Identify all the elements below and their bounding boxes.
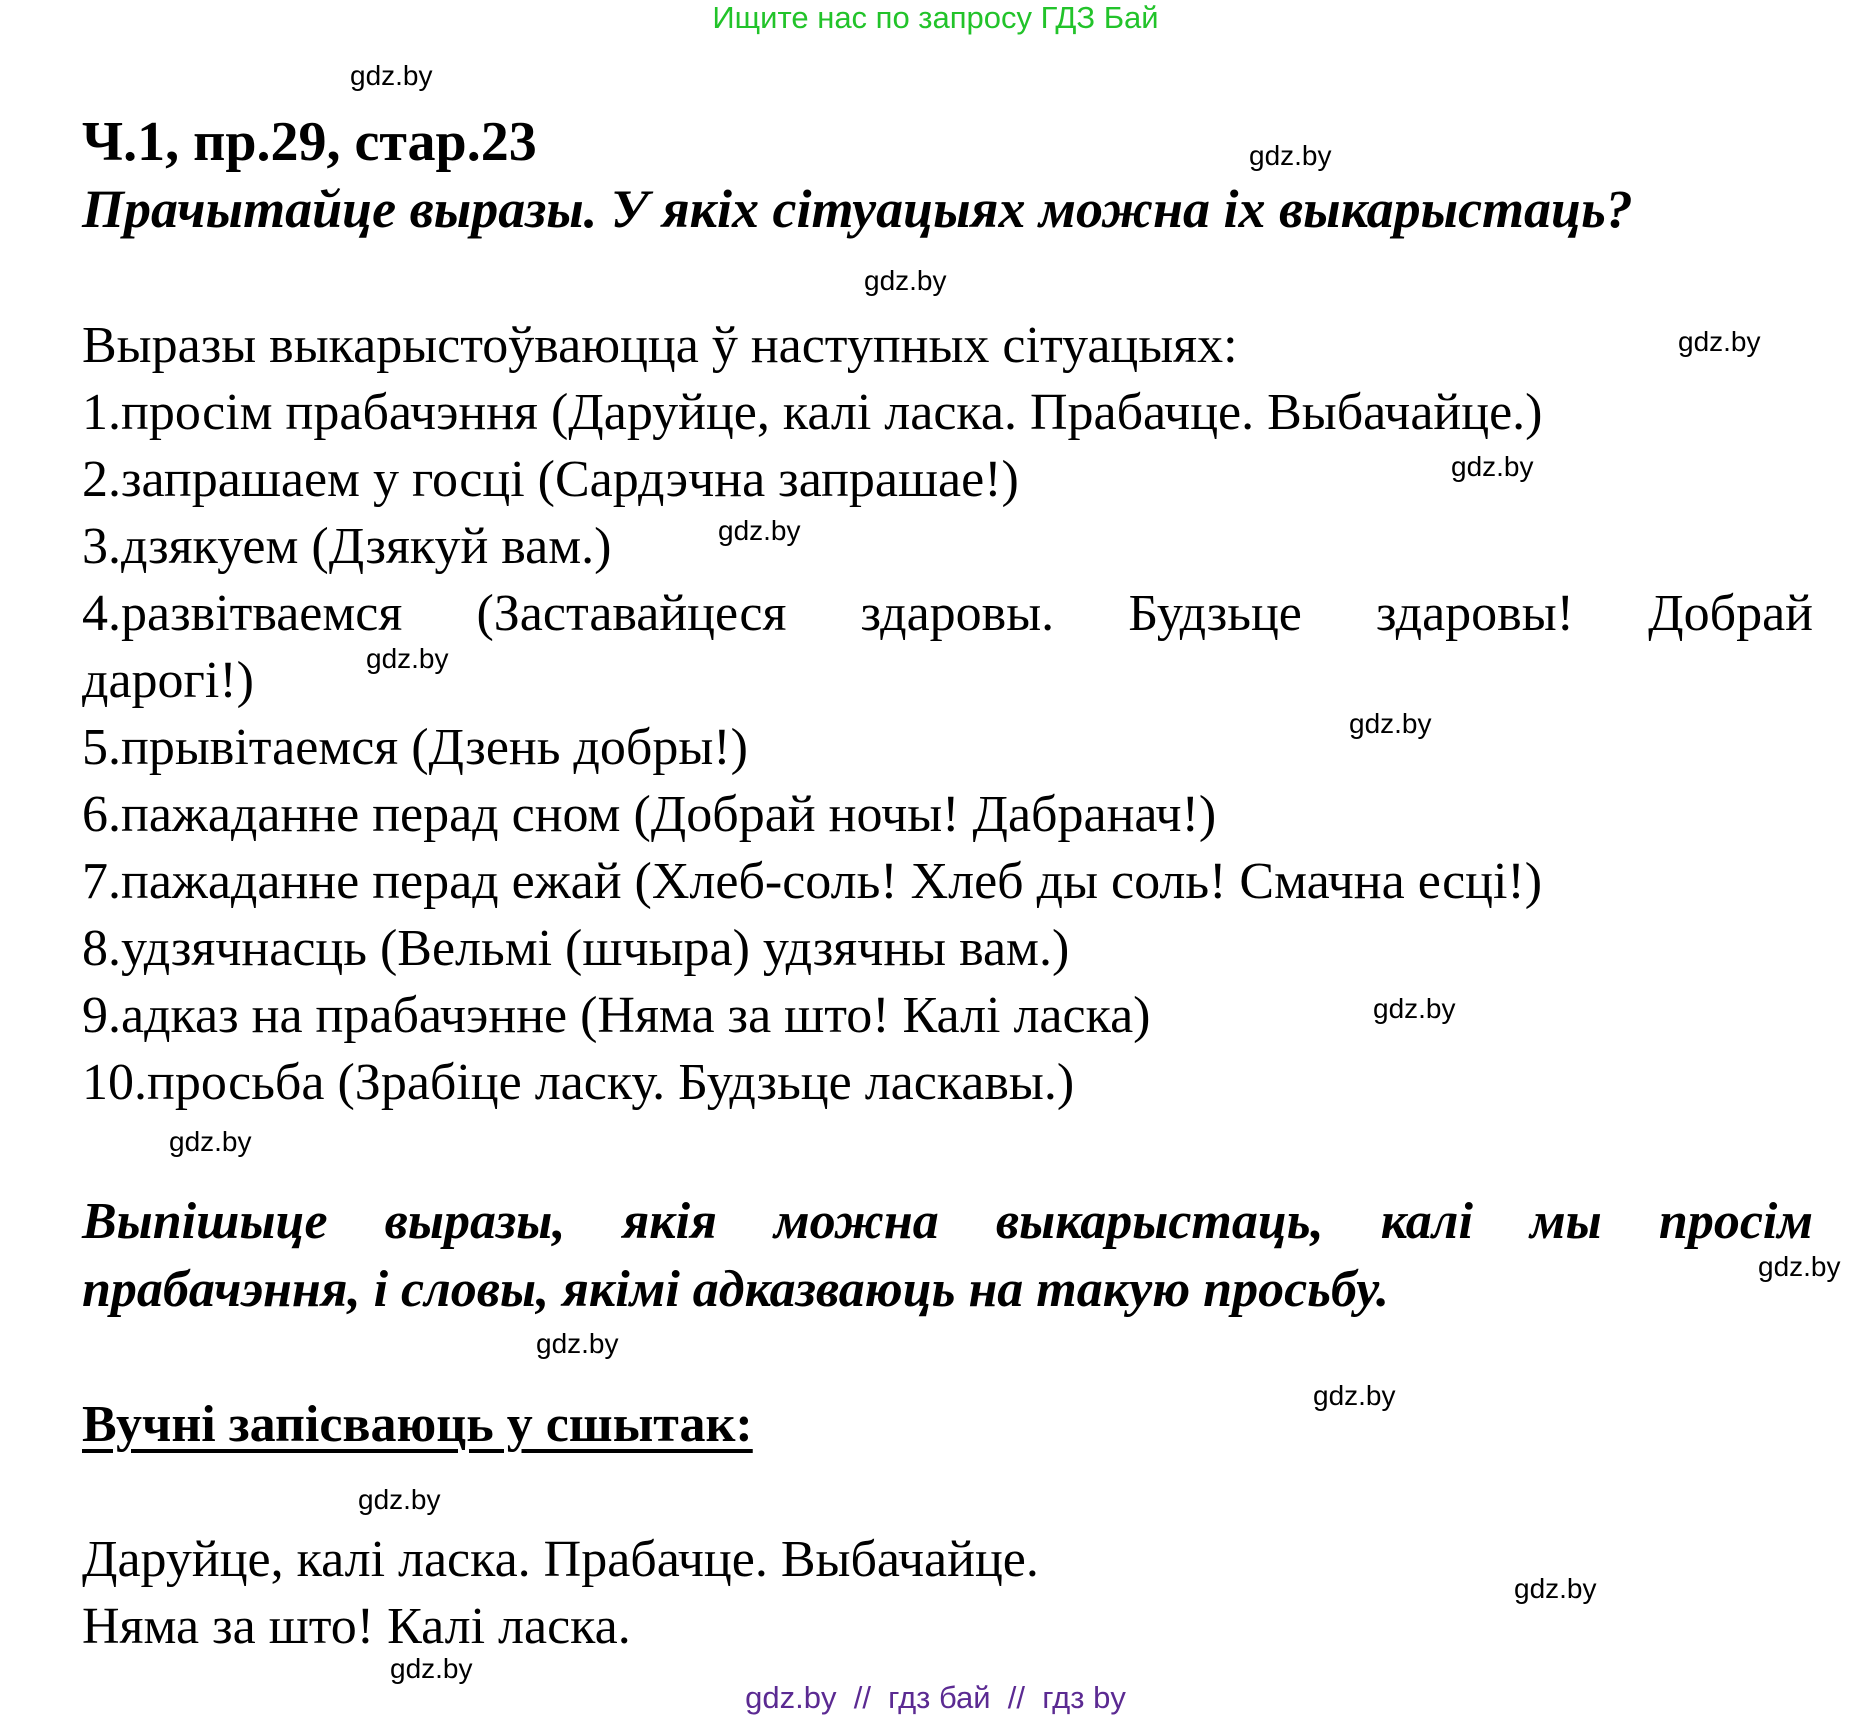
list-item: 10.просьба (Зрабіце ласку. Будзьце ласкавы.)	[82, 1054, 1075, 1111]
watermark: gdz.by	[1514, 1573, 1597, 1604]
footer-links: gdz.by // гдз бай // гдз by	[745, 1680, 1126, 1715]
list-item: 5.прывітаемся (Дзень добры!)	[82, 719, 748, 776]
task2-line: Выпішыце выразы, якія можна выкарыстаць, калі мы просім	[82, 1193, 1813, 1250]
list-item: 9.адказ на прабачэнне (Няма за што! Калі ласка)	[82, 987, 1151, 1044]
watermark: gdz.by	[1249, 140, 1332, 171]
watermark: gdz.by	[169, 1126, 252, 1157]
watermark: gdz.by	[1758, 1251, 1841, 1282]
list-item: 2.запрашаем у госці (Сардэчна запрашае!)	[82, 451, 1019, 508]
list-item: 7.пажаданне перад ежай (Хлеб-соль! Хлеб ды соль! Смачна есці!)	[82, 853, 1543, 910]
watermark: gdz.by	[1349, 708, 1432, 739]
page-title: Ч.1, пр.29, стар.23	[82, 111, 537, 173]
watermark: gdz.by	[1373, 993, 1456, 1024]
watermark: gdz.by	[1451, 451, 1534, 482]
list-item: 1.просім прабачэння (Даруйце, калі ласка. Прабачце. Выбачайце.)	[82, 384, 1543, 441]
watermark: gdz.by	[718, 515, 801, 546]
watermark: gdz.by	[864, 265, 947, 296]
list-item: 6.пажаданне перад сном (Добрай ночы! Дабранач!)	[82, 786, 1217, 843]
list-item: 3.дзякуем (Дзякуй вам.)	[82, 518, 612, 575]
task-question: Прачытайце выразы. У якіх сітуацыях можна іх выкарыстаць?	[82, 179, 1633, 239]
list-item: 4.развітваемся (Заставайцеся здаровы. Будзьце здаровы! Добрай	[82, 585, 1813, 642]
list-item: 8.удзячнасць (Вельмі (шчыра) удзячны вам.)	[82, 920, 1070, 977]
watermark: gdz.by	[390, 1653, 473, 1684]
watermark: gdz.by	[350, 60, 433, 91]
watermark: gdz.by	[1313, 1380, 1396, 1411]
search-banner: Ищите нас по запросу ГДЗ Бай	[712, 0, 1159, 35]
watermark: gdz.by	[536, 1328, 619, 1359]
watermark: gdz.by	[358, 1484, 441, 1515]
list-item-continuation: дарогі!)	[82, 652, 254, 709]
watermark: gdz.by	[1678, 326, 1761, 357]
task2-line: прабачэння, і словы, якімі адказваюць на такую просьбу.	[82, 1261, 1389, 1318]
answer-line: Даруйце, калі ласка. Прабачце. Выбачайце.	[82, 1531, 1039, 1588]
intro-text: Выразы выкарыстоўваюцца ў наступных сітуацыях:	[82, 317, 1238, 374]
watermark: gdz.by	[366, 643, 449, 674]
notebook-heading: Вучні запісваюць у сшытак:	[82, 1396, 753, 1453]
answer-line: Няма за што! Калі ласка.	[82, 1598, 631, 1655]
